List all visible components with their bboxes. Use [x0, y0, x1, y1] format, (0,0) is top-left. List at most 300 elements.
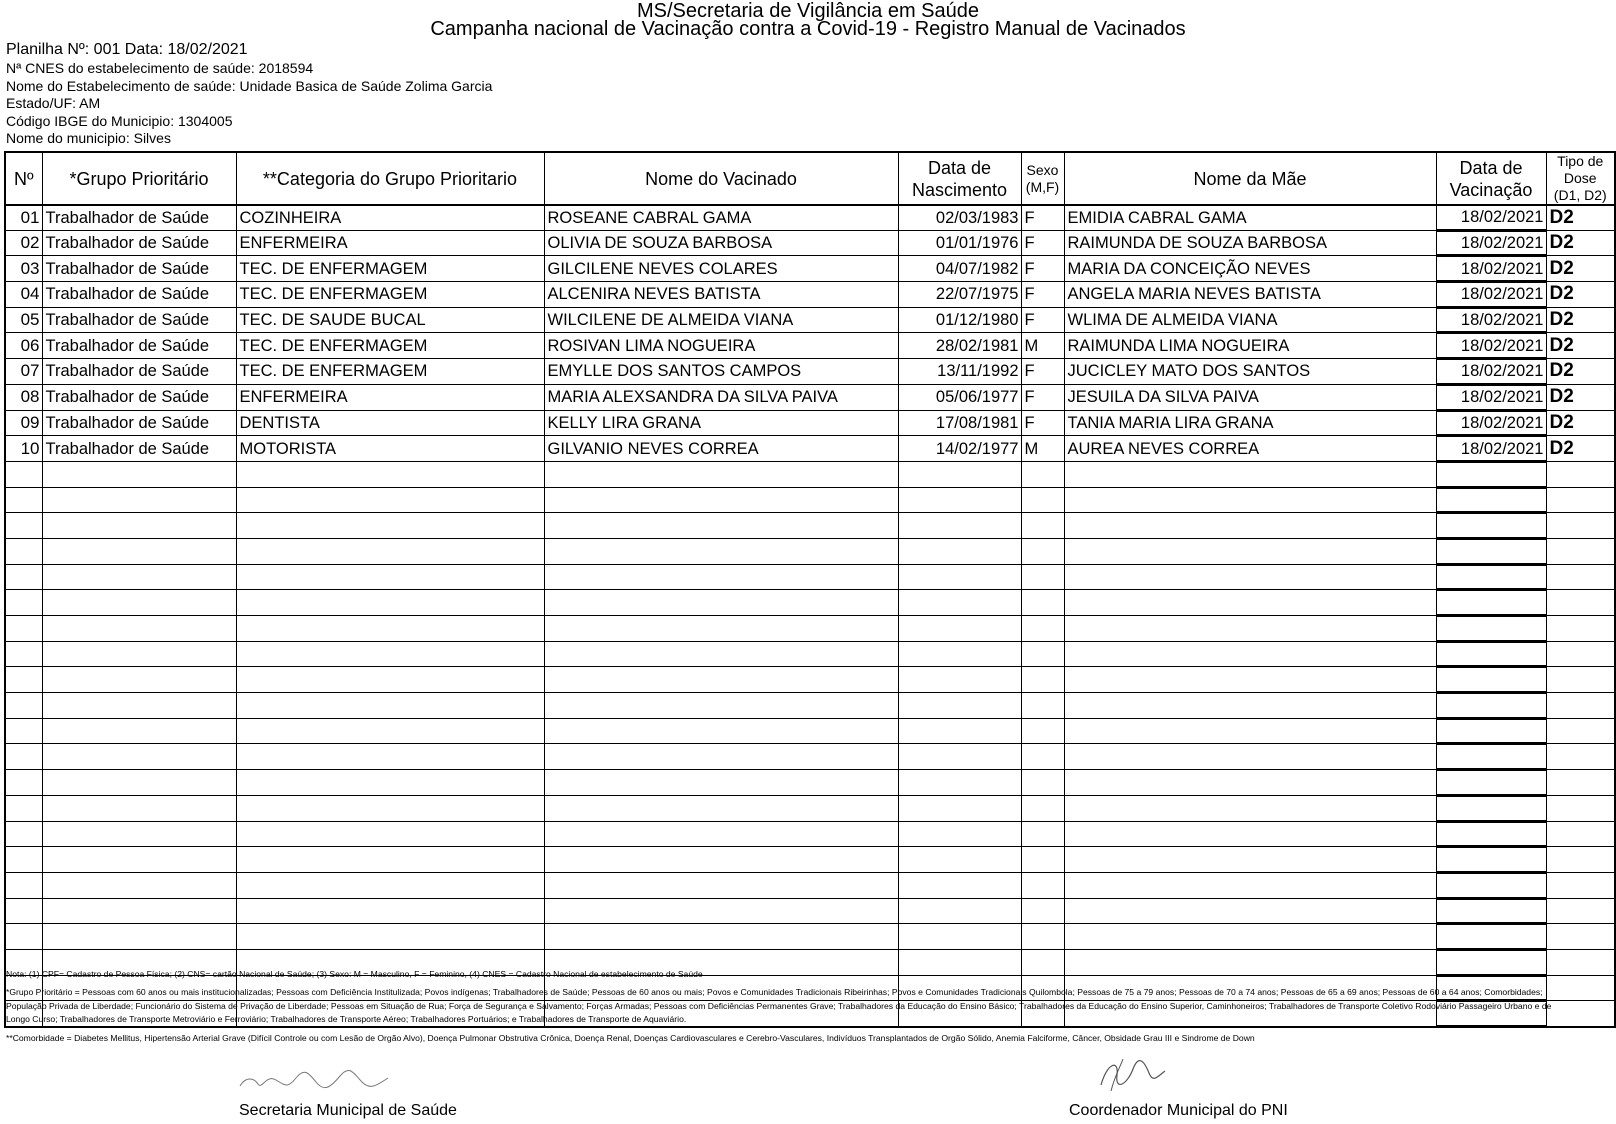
cell-sexo: F	[1021, 410, 1064, 436]
cell-mae: AUREA NEVES CORREA	[1064, 436, 1436, 462]
cell-sexo	[1021, 538, 1064, 564]
cell-num	[5, 641, 42, 667]
cell-nome	[544, 564, 898, 590]
cell-categoria	[236, 847, 544, 873]
table-row	[5, 487, 1615, 513]
cell-nascimento	[898, 847, 1021, 873]
cell-mae	[1064, 461, 1436, 487]
cell-grupo	[42, 898, 236, 924]
cell-nascimento	[898, 667, 1021, 693]
cell-num: 01	[5, 205, 42, 230]
cell-sexo	[1021, 667, 1064, 693]
cell-grupo: Trabalhador de Saúde	[42, 205, 236, 230]
cell-nome	[544, 667, 898, 693]
cell-grupo	[42, 770, 236, 796]
cell-dose: D2	[1546, 230, 1615, 256]
table-row	[5, 410, 1615, 436]
cell-vacinacao: 18/02/2021	[1436, 410, 1546, 436]
cell-dose: D2	[1546, 410, 1615, 436]
cell-nascimento: 14/02/1977	[898, 436, 1021, 462]
cell-nascimento	[898, 872, 1021, 898]
cell-num	[5, 667, 42, 693]
cell-vacinacao: 18/02/2021	[1436, 205, 1546, 230]
cell-sexo	[1021, 590, 1064, 616]
cell-vacinacao: 18/02/2021	[1436, 333, 1546, 359]
cell-num: 07	[5, 359, 42, 385]
table-row	[5, 744, 1615, 770]
cell-nome: ROSIVAN LIMA NOGUEIRA	[544, 333, 898, 359]
cell-nascimento	[898, 821, 1021, 847]
cell-categoria: DENTISTA	[236, 410, 544, 436]
cell-num	[5, 872, 42, 898]
cell-mae	[1064, 821, 1436, 847]
cell-vacinacao	[1436, 872, 1546, 898]
cell-mae	[1064, 590, 1436, 616]
cell-nascimento: 13/11/1992	[898, 359, 1021, 385]
cell-dose	[1546, 487, 1615, 513]
cell-sexo: F	[1021, 359, 1064, 385]
cell-vacinacao	[1436, 590, 1546, 616]
cell-nascimento: 02/03/1983	[898, 205, 1021, 230]
cell-nome	[544, 795, 898, 821]
cell-grupo: Trabalhador de Saúde	[42, 307, 236, 333]
cell-dose	[1546, 564, 1615, 590]
cell-sexo: M	[1021, 333, 1064, 359]
cell-nome	[544, 513, 898, 539]
cell-categoria	[236, 744, 544, 770]
cell-nascimento	[898, 590, 1021, 616]
cell-num	[5, 795, 42, 821]
cell-vacinacao	[1436, 641, 1546, 667]
cell-vacinacao	[1436, 795, 1546, 821]
cell-sexo	[1021, 718, 1064, 744]
cell-nascimento: 04/07/1982	[898, 256, 1021, 282]
col-grupo-header: *Grupo Prioritário	[42, 152, 236, 205]
cell-grupo	[42, 693, 236, 719]
table-row	[5, 616, 1615, 642]
table-row	[5, 538, 1615, 564]
table-row	[5, 282, 1615, 308]
cell-nascimento: 17/08/1981	[898, 410, 1021, 436]
cell-categoria	[236, 564, 544, 590]
cell-dose	[1546, 770, 1615, 796]
cell-nome	[544, 693, 898, 719]
table-row	[5, 924, 1615, 950]
sheet-metadata	[6, 40, 492, 148]
cell-nome: MARIA ALEXSANDRA DA SILVA PAIVA	[544, 384, 898, 410]
cnes-info: Nª CNES do estabelecimento de saúde: 2018594	[6, 60, 314, 76]
cell-nome	[544, 770, 898, 796]
cell-mae	[1064, 872, 1436, 898]
cell-vacinacao	[1436, 693, 1546, 719]
cell-nascimento: 01/01/1976	[898, 230, 1021, 256]
table-row	[5, 384, 1615, 410]
table-row	[5, 847, 1615, 873]
cell-dose	[1546, 795, 1615, 821]
cell-vacinacao: 18/02/2021	[1436, 436, 1546, 462]
cell-sexo: F	[1021, 256, 1064, 282]
cell-nome: WILCILENE DE ALMEIDA VIANA	[544, 307, 898, 333]
cell-grupo	[42, 718, 236, 744]
cell-categoria: MOTORISTA	[236, 436, 544, 462]
signature-right-scribble	[1093, 1055, 1173, 1095]
cell-nome: ALCENIRA NEVES BATISTA	[544, 282, 898, 308]
cell-dose: D2	[1546, 307, 1615, 333]
cell-sexo	[1021, 461, 1064, 487]
cell-sexo	[1021, 898, 1064, 924]
cell-mae: WLIMA DE ALMEIDA VIANA	[1064, 307, 1436, 333]
cell-categoria: TEC. DE ENFERMAGEM	[236, 282, 544, 308]
table-row	[5, 898, 1615, 924]
cell-sexo	[1021, 641, 1064, 667]
cell-categoria: TEC. DE ENFERMAGEM	[236, 256, 544, 282]
table-row	[5, 461, 1615, 487]
cell-num: 06	[5, 333, 42, 359]
cell-categoria	[236, 513, 544, 539]
cell-nascimento	[898, 924, 1021, 950]
cell-categoria	[236, 590, 544, 616]
cell-grupo	[42, 590, 236, 616]
signature-left-label: Secretaria Municipal de Saúde	[239, 1102, 457, 1119]
cell-grupo	[42, 795, 236, 821]
cell-grupo	[42, 821, 236, 847]
cell-mae	[1064, 538, 1436, 564]
table-row	[5, 230, 1615, 256]
cell-mae: RAIMUNDA DE SOUZA BARBOSA	[1064, 230, 1436, 256]
cell-mae	[1064, 898, 1436, 924]
cell-mae	[1064, 513, 1436, 539]
cell-grupo	[42, 847, 236, 873]
cell-nome	[544, 590, 898, 616]
cell-num	[5, 898, 42, 924]
cell-mae	[1064, 795, 1436, 821]
cell-dose	[1546, 847, 1615, 873]
cell-num: 10	[5, 436, 42, 462]
cell-grupo	[42, 538, 236, 564]
cell-grupo	[42, 667, 236, 693]
cell-categoria	[236, 872, 544, 898]
cell-mae	[1064, 667, 1436, 693]
cell-mae: JESUILA DA SILVA PAIVA	[1064, 384, 1436, 410]
cell-dose	[1546, 461, 1615, 487]
cell-sexo	[1021, 924, 1064, 950]
table-row	[5, 205, 1615, 230]
cell-num	[5, 564, 42, 590]
cell-nome	[544, 898, 898, 924]
col-mae-header: Nome da Mãe	[1064, 152, 1436, 205]
cell-nascimento	[898, 538, 1021, 564]
cell-grupo	[42, 744, 236, 770]
cell-dose	[1546, 693, 1615, 719]
cell-categoria	[236, 616, 544, 642]
cell-nome	[544, 872, 898, 898]
cell-mae: JUCICLEY MATO DOS SANTOS	[1064, 359, 1436, 385]
cell-sexo	[1021, 487, 1064, 513]
cell-sexo: F	[1021, 282, 1064, 308]
cell-vacinacao	[1436, 538, 1546, 564]
cell-mae	[1064, 770, 1436, 796]
cell-num	[5, 590, 42, 616]
cell-num: 05	[5, 307, 42, 333]
header-subtitle: Campanha nacional de Vacinação contra a Covid-19 - Registro Manual de Vacinados	[430, 18, 1186, 40]
cell-mae	[1064, 487, 1436, 513]
cell-num	[5, 821, 42, 847]
cell-num	[5, 538, 42, 564]
cell-vacinacao	[1436, 847, 1546, 873]
col-vacinacao-header: Data de Vacinação	[1436, 152, 1546, 205]
cell-categoria	[236, 667, 544, 693]
footnotes	[6, 968, 1566, 1050]
cell-categoria	[236, 538, 544, 564]
cell-mae	[1064, 693, 1436, 719]
cell-grupo	[42, 872, 236, 898]
cell-nascimento	[898, 770, 1021, 796]
cell-sexo	[1021, 744, 1064, 770]
cell-nascimento: 05/06/1977	[898, 384, 1021, 410]
cell-mae	[1064, 718, 1436, 744]
cell-sexo	[1021, 513, 1064, 539]
cell-mae: EMIDIA CABRAL GAMA	[1064, 205, 1436, 230]
cell-categoria	[236, 924, 544, 950]
cell-grupo: Trabalhador de Saúde	[42, 384, 236, 410]
header-title: MS/Secretaria de Vigilância em Saúde	[636, 0, 980, 22]
cell-sexo	[1021, 564, 1064, 590]
table-row	[5, 770, 1615, 796]
cell-vacinacao	[1436, 461, 1546, 487]
signature-right-label: Coordenador Municipal do PNI	[1069, 1102, 1288, 1119]
table-row	[5, 256, 1615, 282]
cell-grupo	[42, 616, 236, 642]
cell-nome: GILVANIO NEVES CORREA	[544, 436, 898, 462]
cell-vacinacao: 18/02/2021	[1436, 384, 1546, 410]
cell-nascimento	[898, 487, 1021, 513]
cell-categoria	[236, 821, 544, 847]
cell-grupo	[42, 461, 236, 487]
note-grupo: *Grupo Prioritário = Pessoas com 60 anos ou mais institucionalizadas; Pessoas com Deficiência Institulizada; Povos indígenas; Trabalhadores de Saúde; Pessoas de 60 anos ou mais; Povos e Comunidades Tradicionais Ribeirinhas; Povos e Comunidades Tradicionais Quilombola; Pessoas de 75 a 79 anos; Pessoas de 70 a 74 anos; Pessoas de 65 a 69 anos; Pessoas de 60 a 64 anos; Comorbidades; População Privada de Liberdade; Funcionário do Sistema de Privação de Liberdade; Pessoas em Situação de Rua; Força de Segurança e Salvamento; Forças Armadas; Pessoas com Deficiências Permanentes Grave; Trabalhadores da Educação do Ensino Básico; Trabalhadores da Educação do Ensino Superior, Caminhoneiros; Trabalhadores de Transporte Coletivo Rodoviário Passageiro Urbano e de Longo Curso; Trabalhadores de Transporte Metroviário e Ferroviário; Trabalhadores de Transporte Aéreo; Trabalhadores Portuários; e Trabalhadores de Transporte de Aquaviário.	[6, 987, 1552, 1025]
note-legend: Nota: (1) CPF= Cadastro de Pessoa Física; (2) CNS= cartão Nacional de Saúde; (3) Sexo: M = Masculino, F = Feminino, (4) CNES = Cadastro Nacional de estabelecimento de Saúde	[6, 969, 703, 979]
cell-dose	[1546, 616, 1615, 642]
cell-vacinacao	[1436, 924, 1546, 950]
cell-nome	[544, 538, 898, 564]
cell-grupo	[42, 924, 236, 950]
cell-grupo: Trabalhador de Saúde	[42, 282, 236, 308]
cell-grupo: Trabalhador de Saúde	[42, 256, 236, 282]
establishment-info: Nome do Estabelecimento de saúde: Unidade Basica de Saúde Zolima Garcia	[6, 77, 493, 94]
table-row	[5, 718, 1615, 744]
cell-nome	[544, 821, 898, 847]
cell-sexo	[1021, 872, 1064, 898]
cell-nome: GILCILENE NEVES COLARES	[544, 256, 898, 282]
cell-categoria: COZINHEIRA	[236, 205, 544, 230]
table-row	[5, 359, 1615, 385]
table-row	[5, 795, 1615, 821]
cell-sexo	[1021, 616, 1064, 642]
col-nascimento-header: Data de Nascimento	[898, 152, 1021, 205]
cell-mae	[1064, 616, 1436, 642]
cell-num	[5, 487, 42, 513]
cell-nascimento	[898, 795, 1021, 821]
cell-num	[5, 513, 42, 539]
cell-dose	[1546, 872, 1615, 898]
cell-dose	[1546, 641, 1615, 667]
cell-mae	[1064, 641, 1436, 667]
col-sexo-header: Sexo (M,F)	[1021, 152, 1064, 205]
table-row	[5, 693, 1615, 719]
cell-categoria	[236, 487, 544, 513]
cell-nome: KELLY LIRA GRANA	[544, 410, 898, 436]
cell-sexo: F	[1021, 307, 1064, 333]
cell-sexo: F	[1021, 230, 1064, 256]
cell-sexo: F	[1021, 384, 1064, 410]
cell-sexo	[1021, 770, 1064, 796]
note-comorbidade: **Comorbidade = Diabetes Mellitus, Hipertensão Arterial Grave (Difícil Controle ou com Lesão de Orgão Alvo), Doença Pulmonar Obstrutiva Crônica, Doença Renal, Doenças Cardiovasculares e Cerebro-Vasculares, Indivíduos Transplantados de Orgão Sólido, Anemia Falciforme, Câncer, Obsidade Grau III e Sindrome de Down	[6, 1032, 1255, 1043]
cell-sexo: F	[1021, 205, 1064, 230]
cell-num	[5, 744, 42, 770]
table-row	[5, 641, 1615, 667]
cell-num	[5, 718, 42, 744]
cell-sexo	[1021, 821, 1064, 847]
cell-grupo	[42, 513, 236, 539]
cell-categoria	[236, 898, 544, 924]
cell-nascimento: 22/07/1975	[898, 282, 1021, 308]
signature-left-scribble	[236, 1066, 396, 1096]
cell-sexo	[1021, 847, 1064, 873]
cell-nome	[544, 744, 898, 770]
cell-num: 02	[5, 230, 42, 256]
cell-vacinacao: 18/02/2021	[1436, 230, 1546, 256]
municipality-info: Nome do municipio: Silves	[6, 130, 171, 146]
cell-categoria: ENFERMEIRA	[236, 230, 544, 256]
cell-num	[5, 847, 42, 873]
table-row	[5, 564, 1615, 590]
cell-nascimento: 28/02/1981	[898, 333, 1021, 359]
cell-dose	[1546, 744, 1615, 770]
cell-grupo	[42, 487, 236, 513]
cell-num: 08	[5, 384, 42, 410]
cell-categoria	[236, 461, 544, 487]
cell-vacinacao	[1436, 667, 1546, 693]
cell-nome	[544, 718, 898, 744]
cell-mae	[1064, 564, 1436, 590]
cell-mae	[1064, 924, 1436, 950]
cell-mae: RAIMUNDA LIMA NOGUEIRA	[1064, 333, 1436, 359]
cell-grupo: Trabalhador de Saúde	[42, 333, 236, 359]
cell-dose	[1546, 667, 1615, 693]
cell-nascimento	[898, 744, 1021, 770]
cell-vacinacao: 18/02/2021	[1436, 307, 1546, 333]
cell-dose	[1546, 513, 1615, 539]
cell-vacinacao	[1436, 821, 1546, 847]
cell-nascimento	[898, 564, 1021, 590]
cell-sexo: M	[1021, 436, 1064, 462]
cell-num: 03	[5, 256, 42, 282]
col-categoria-header: **Categoria do Grupo Prioritario	[236, 152, 544, 205]
cell-grupo: Trabalhador de Saúde	[42, 230, 236, 256]
cell-categoria: ENFERMEIRA	[236, 384, 544, 410]
cell-categoria: TEC. DE SAUDE BUCAL	[236, 307, 544, 333]
cell-categoria: TEC. DE ENFERMAGEM	[236, 359, 544, 385]
cell-dose: D2	[1546, 205, 1615, 230]
vaccination-register-table	[4, 151, 1616, 1028]
cell-dose: D2	[1546, 436, 1615, 462]
cell-nome	[544, 487, 898, 513]
table-row	[5, 667, 1615, 693]
cell-nascimento	[898, 898, 1021, 924]
cell-dose	[1546, 898, 1615, 924]
table-row	[5, 307, 1615, 333]
cell-vacinacao: 18/02/2021	[1436, 282, 1546, 308]
table-row	[5, 590, 1615, 616]
cell-dose	[1546, 590, 1615, 616]
cell-vacinacao	[1436, 487, 1546, 513]
cell-mae: ANGELA MARIA NEVES BATISTA	[1064, 282, 1436, 308]
cell-num	[5, 461, 42, 487]
cell-dose	[1546, 718, 1615, 744]
table-row	[5, 333, 1615, 359]
cell-mae	[1064, 847, 1436, 873]
cell-num: 04	[5, 282, 42, 308]
cell-dose	[1546, 924, 1615, 950]
table-row	[5, 821, 1615, 847]
cell-nascimento	[898, 693, 1021, 719]
cell-vacinacao	[1436, 770, 1546, 796]
cell-dose	[1546, 538, 1615, 564]
cell-vacinacao	[1436, 744, 1546, 770]
cell-mae: MARIA DA CONCEIÇÃO NEVES	[1064, 256, 1436, 282]
ibge-info: Código IBGE do Municipio: 1304005	[6, 112, 233, 129]
cell-nome	[544, 461, 898, 487]
cell-dose	[1546, 821, 1615, 847]
cell-nascimento	[898, 718, 1021, 744]
cell-num: 09	[5, 410, 42, 436]
cell-num	[5, 616, 42, 642]
cell-num	[5, 924, 42, 950]
col-num-header: Nº	[5, 152, 42, 205]
cell-mae	[1064, 744, 1436, 770]
cell-vacinacao	[1436, 513, 1546, 539]
cell-categoria	[236, 693, 544, 719]
cell-nome	[544, 847, 898, 873]
cell-nascimento: 01/12/1980	[898, 307, 1021, 333]
cell-vacinacao	[1436, 564, 1546, 590]
cell-dose: D2	[1546, 384, 1615, 410]
cell-nome: EMYLLE DOS SANTOS CAMPOS	[544, 359, 898, 385]
cell-mae: TANIA MARIA LIRA GRANA	[1064, 410, 1436, 436]
cell-categoria	[236, 718, 544, 744]
cell-dose: D2	[1546, 333, 1615, 359]
col-nome-header: Nome do Vacinado	[544, 152, 898, 205]
cell-vacinacao: 18/02/2021	[1436, 359, 1546, 385]
cell-num	[5, 693, 42, 719]
col-dose-header: Tipo de Dose (D1, D2)	[1546, 152, 1615, 205]
cell-categoria	[236, 641, 544, 667]
cell-grupo: Trabalhador de Saúde	[42, 436, 236, 462]
cell-categoria	[236, 770, 544, 796]
cell-grupo: Trabalhador de Saúde	[42, 410, 236, 436]
planilha-info: Planilha Nº: 001 Data: 18/02/2021	[6, 41, 248, 58]
cell-sexo	[1021, 693, 1064, 719]
cell-vacinacao	[1436, 898, 1546, 924]
cell-grupo: Trabalhador de Saúde	[42, 359, 236, 385]
cell-dose: D2	[1546, 256, 1615, 282]
table-row	[5, 513, 1615, 539]
cell-nascimento	[898, 461, 1021, 487]
cell-categoria	[236, 795, 544, 821]
cell-vacinacao	[1436, 718, 1546, 744]
cell-nome	[544, 641, 898, 667]
cell-nascimento	[898, 513, 1021, 539]
cell-dose: D2	[1546, 359, 1615, 385]
